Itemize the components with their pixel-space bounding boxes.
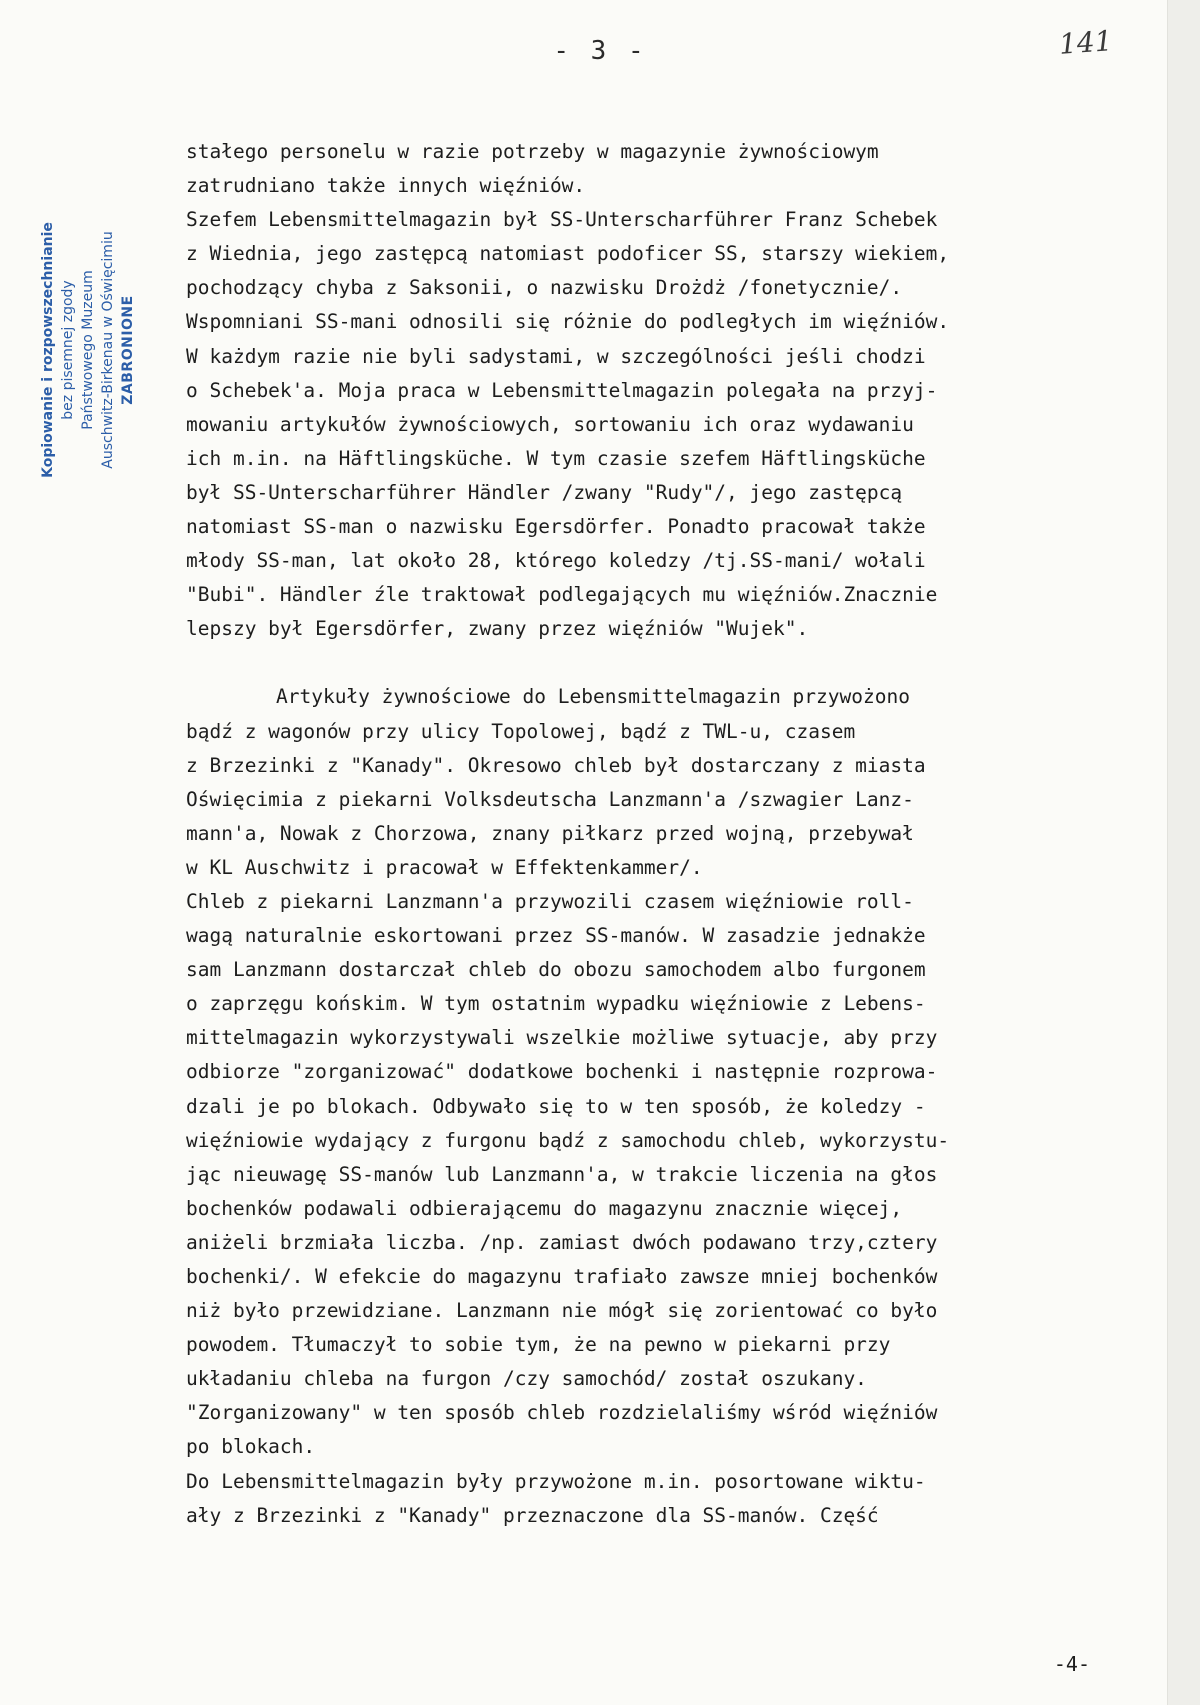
text-line: Oświęcimia z piekarni Volksdeutscha Lanzmann'a /szwagier Lanz-: [186, 787, 914, 811]
text-line: W każdym razie nie byli sadystami, w szczególności jeśli chodzi: [186, 344, 926, 368]
typed-text-body: [186, 135, 1146, 1533]
text-line: odbiorze "zorganizować" dodatkowe bochenki i następnie rozprowa-: [186, 1060, 938, 1084]
text-line: stałego personelu w razie potrzeby w magazynie żywnościowym: [186, 140, 879, 163]
text-line: "Zorganizowany" w ten sposób chleb rozdzielaliśmy wśród więźniów: [186, 1401, 938, 1425]
stamp-line-4: Auschwitz-Birkenau w Oświęcimiu: [100, 231, 116, 469]
paragraph-gap: [186, 646, 1146, 680]
text-line: lepszy był Egersdörfer, zwany przez więźniów "Wujek".: [186, 617, 809, 641]
text-line: o zaprzęgu końskim. W tym ostatnim wypadku więźniowie z Lebens-: [186, 992, 926, 1016]
text-line: jąc nieuwagę SS-manów lub Lanzmann'a, w trakcie liczenia na głos: [186, 1162, 938, 1186]
text-line: bochenków podawali odbierającemu do magazynu znacznie więcej,: [186, 1196, 903, 1220]
text-line: po blokach.: [186, 1435, 316, 1459]
text-line: natomiast SS-man o nazwisku Egersdörfer. Ponadto pracował także: [186, 515, 926, 539]
text-line: wagą naturalnie eskortowani przez SS-manów. W zasadzie jednakże: [186, 924, 926, 948]
text-line: Szefem Lebensmittelmagazin był SS-Unterscharführer Franz Schebek: [186, 208, 938, 232]
text-line: mowaniu artykułów żywnościowych, sortowaniu ich oraz wydawaniu: [186, 412, 914, 436]
archive-folio-number: 141: [1057, 24, 1114, 61]
text-line: więźniowie wydający z furgonu bądź z samochodu chleb, wykorzystu-: [186, 1128, 950, 1152]
text-line: mittelmagazin wykorzystywali wszelkie możliwe sytuacje, aby przy: [186, 1026, 938, 1050]
stamp-line-5: ZABRONIONE: [120, 295, 136, 405]
next-page-marker: -4-: [1053, 1652, 1090, 1676]
text-line: ały z Brzezinki z "Kanady" przeznaczone dla SS-manów. Część: [186, 1503, 879, 1527]
text-line: dzali je po blokach. Odbywało się to w ten sposób, że koledzy -: [186, 1094, 926, 1118]
page-number: - 3 -: [553, 36, 647, 66]
text-line: w KL Auschwitz i pracował w Effektenkammer/.: [186, 855, 703, 879]
text-line: powodem. Tłumaczył to sobie tym, że na pewno w piekarni przy: [186, 1333, 891, 1357]
stamp-line-1: Kopiowanie i rozpowszechnianie: [40, 222, 56, 478]
scan-edge: [1167, 0, 1200, 1705]
text-line: bochenki/. W efekcie do magazynu trafiało zawsze mniej bochenków: [186, 1265, 938, 1288]
text-line: Artykuły żywnościowe do Lebensmittelmagazin przywożono: [276, 685, 910, 709]
text-line: Wspomniani SS-mani odnosili się różnie do podległych im więźniów.: [186, 310, 950, 334]
text-line: "Bubi". Händler źle traktował podlegających mu więźniów.Znacznie: [186, 583, 938, 607]
text-line: bądź z wagonów przy ulicy Topolowej, bądź z TWL-u, czasem: [186, 719, 856, 743]
text-line: z Brzezinki z "Kanady". Okresowo chleb był dostarczany z miasta: [186, 753, 926, 777]
text-line: Chleb z piekarni Lanzmann'a przywozili czasem więźniowie roll-: [186, 889, 914, 913]
stamp-line-2: bez pisemnej zgody: [60, 280, 76, 420]
text-line: był SS-Unterscharführer Händler /zwany "Rudy"/, jego zastępcą: [186, 480, 903, 504]
text-line: z Wiednia, jego zastępcą natomiast podoficer SS, starszy wiekiem,: [186, 242, 950, 266]
text-line: ich m.in. na Häftlingsküche. W tym czasie szefem Häftlingsküche: [186, 446, 926, 470]
text-line: sam Lanzmann dostarczał chleb do obozu samochodem albo furgonem: [186, 958, 926, 982]
text-line: mann'a, Nowak z Chorzowa, znany piłkarz przed wojną, przebywał: [186, 821, 914, 845]
text-line: układaniu chleba na furgon /czy samochód/ został oszukany.: [186, 1367, 867, 1391]
stamp-line-3: Państwowego Muzeum: [80, 270, 96, 430]
text-line: Do Lebensmittelmagazin były przywożone m.in. posortowane wiktu-: [186, 1469, 926, 1493]
text-line: o Schebek'a. Moja praca w Lebensmittelmagazin polegała na przyj-: [186, 378, 938, 402]
text-line: pochodzący chyba z Saksonii, o nazwisku Drożdż /fonetycznie/.: [186, 276, 903, 300]
text-line: młody SS-man, lat około 28, którego koledzy /tj.SS-mani/ wołali: [186, 549, 926, 573]
text-line: aniżeli brzmiała liczba. /np. zamiast dwóch podawano trzy,cztery: [186, 1230, 938, 1254]
copyright-stamp: [38, 200, 138, 500]
text-line: zatrudniano także innych więźniów.: [186, 174, 586, 198]
text-line: niż było przewidziane. Lanzmann nie mógł się zorientować co było: [186, 1299, 938, 1323]
